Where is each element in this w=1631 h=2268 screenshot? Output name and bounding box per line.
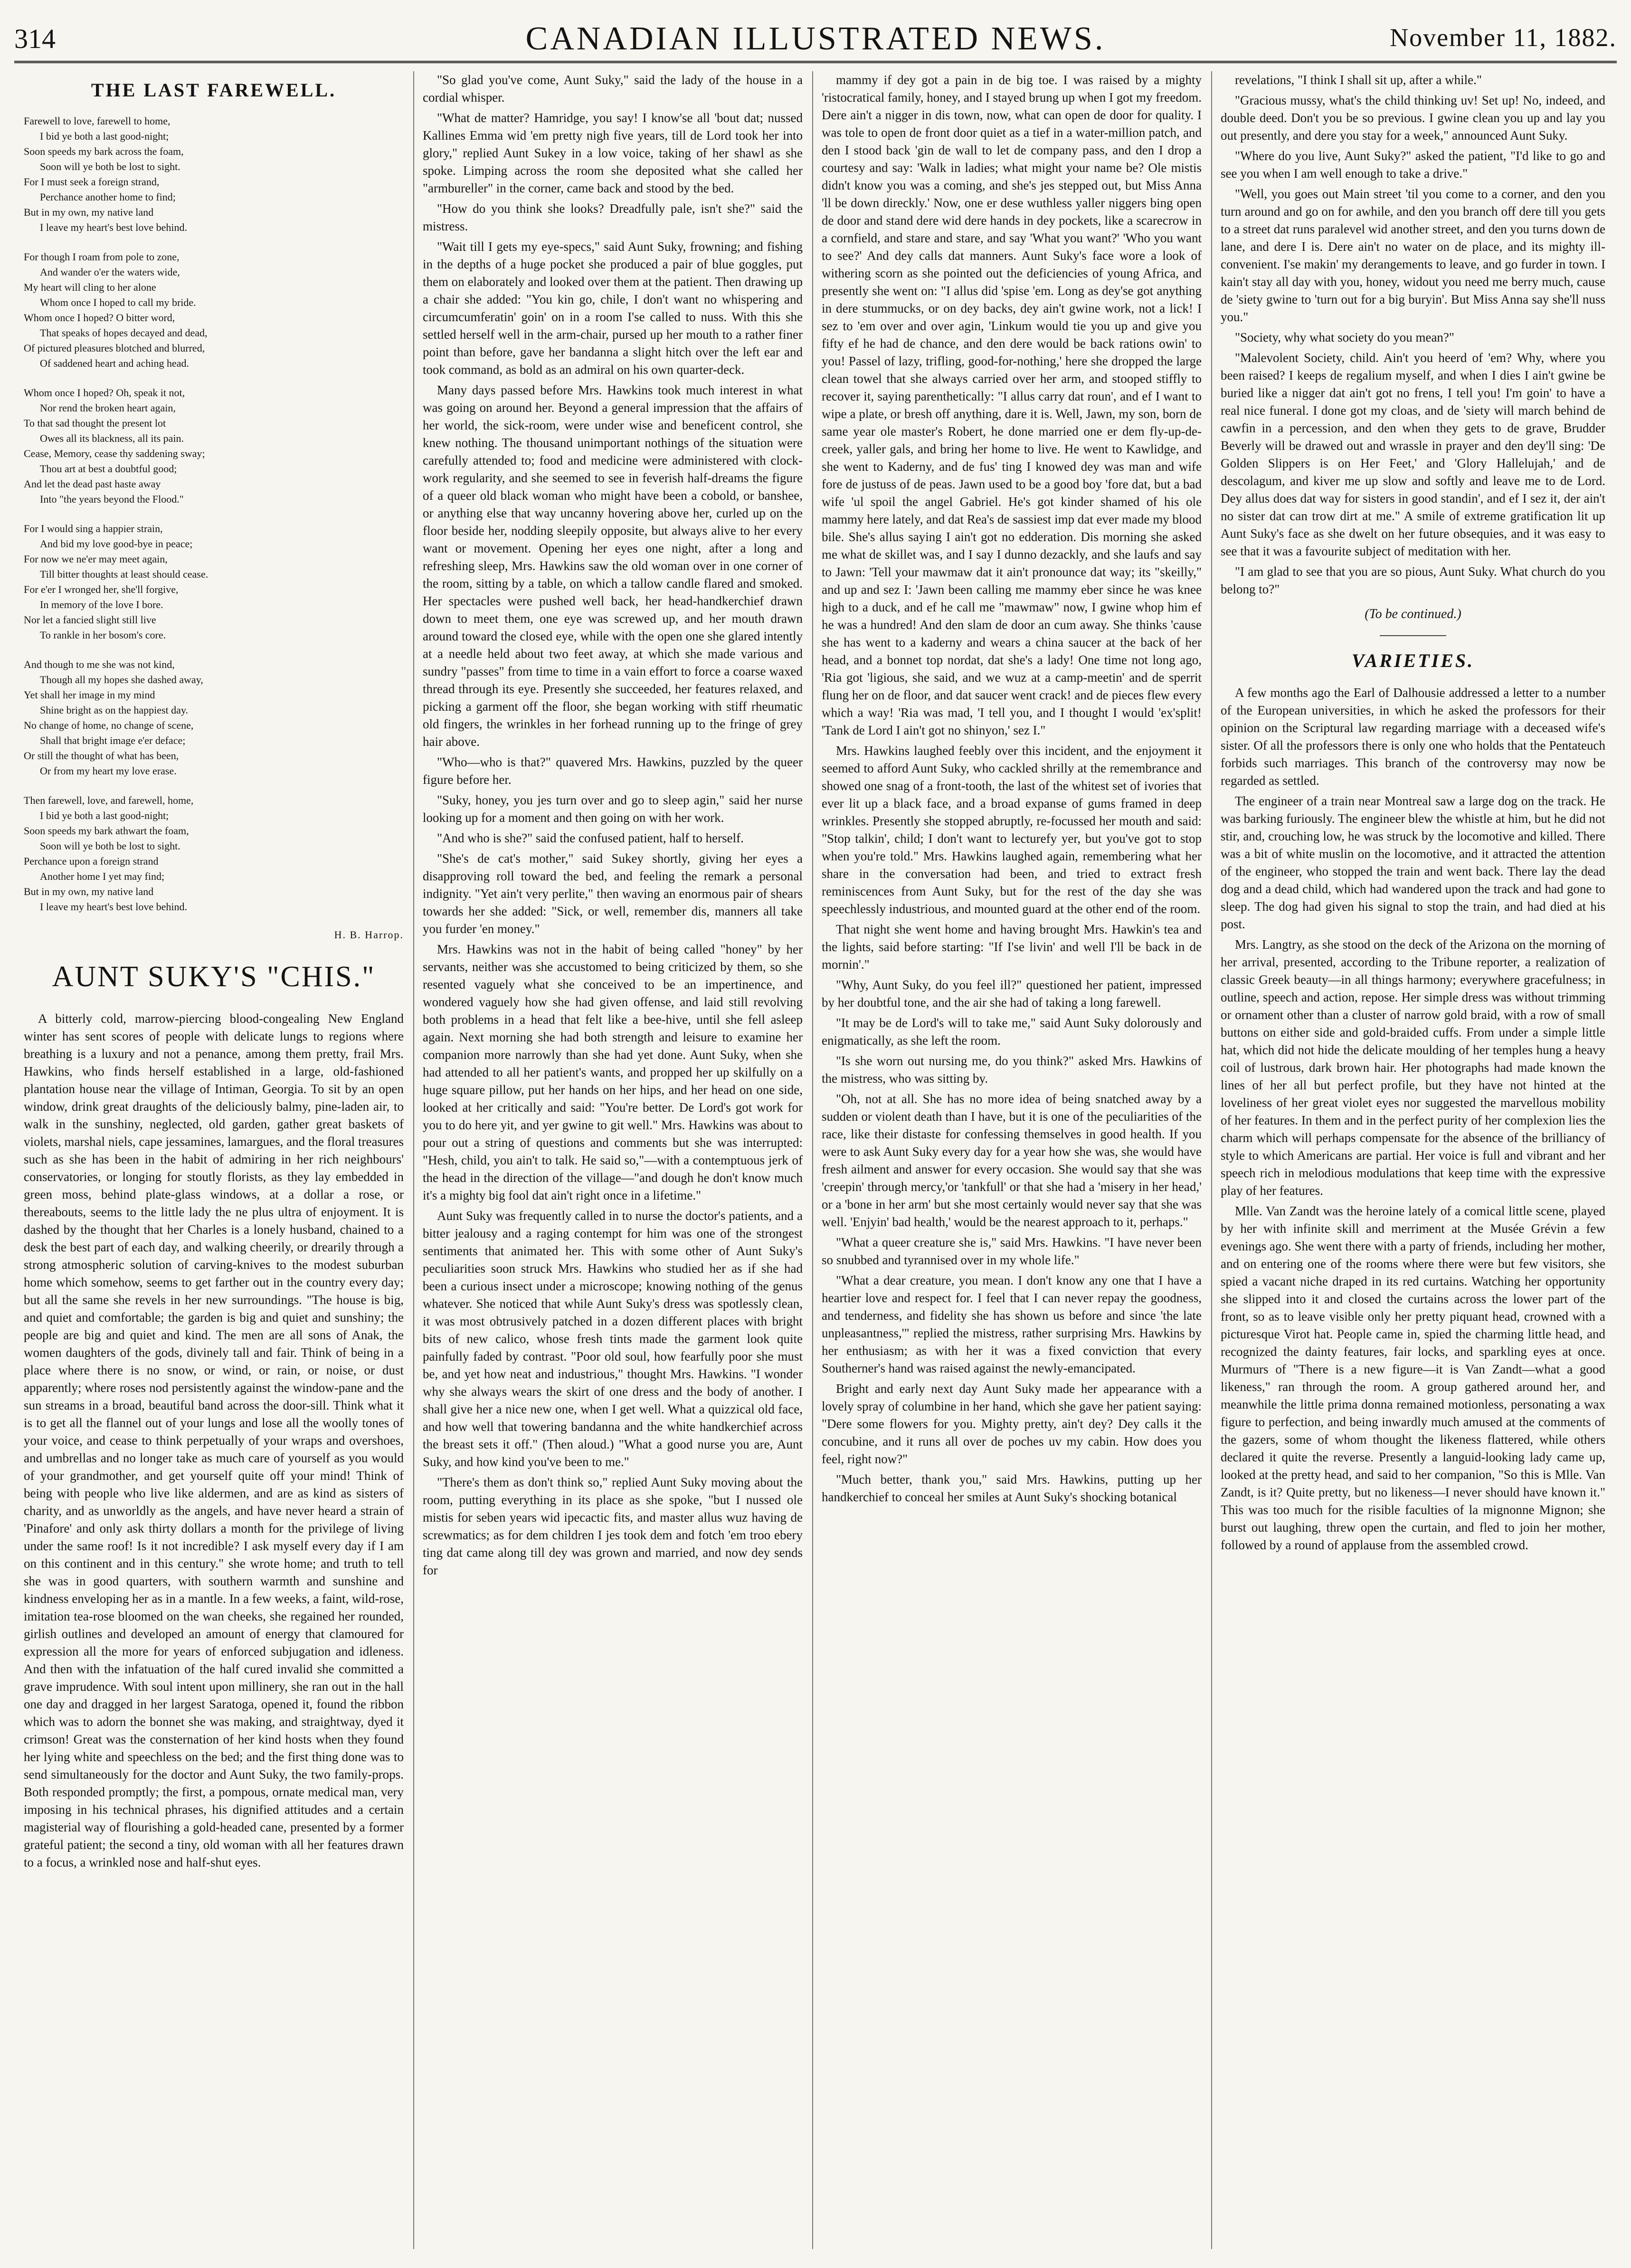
continued-note: (To be continued.) [1365, 607, 1461, 621]
masthead [14, 9, 1617, 61]
poem-line: I bid ye both a last good-night; [40, 130, 169, 142]
story-paragraph: "She's de cat's mother," said Sukey shortly, giving her eyes a disapproving roll toward the bed, and feeling the remark a personal indignity. "Yet ain't very perlite," then waving an enormous pair of shears towards her she added: "Sick, or well, remember dis, manners all take you furder 'en money." [423, 851, 803, 936]
story-paragraph: revelations, "I think I shall sit up, after a while." [1235, 73, 1482, 87]
story-paragraph: "So glad you've come, Aunt Suky," said the lady of the house in a cordial whisper. [423, 73, 803, 105]
column-1 [24, 71, 404, 2249]
poem-line: And though to me she was not kind, [24, 658, 175, 670]
poem-stanza [24, 793, 404, 915]
poem-line: For I would sing a happier strain, [24, 523, 163, 534]
poem-title: THE LAST FAREWELL. [91, 79, 337, 101]
poem-line: Whom once I hoped? O bitter word, [24, 312, 175, 324]
poem-line: No change of home, no change of scene, [24, 719, 194, 731]
column-2 [423, 71, 803, 2249]
poem-line: For now we ne'er may meet again, [24, 553, 168, 565]
story-paragraph: "Who—who is that?" quavered Mrs. Hawkins, puzzled by the queer figure before her. [423, 755, 803, 787]
story-paragraph: "Well, you goes out Main street 'til you come to a corner, and den you turn around and go on for awhile, and den you branch off dere till you gets to a street dat runs paralevel wid another street, and den you turns down de lane, and dere I is. Dere ain't no water on de place, and its mighty ill-convenient. I'se makin' my derangements to leave, and go furder in town. I kain't stay all day with you, honey, widout you need me berry much, cause de 'siety gwine to 'turn out for a big buryin'. But Miss Anna say she'll nuss you." [1221, 187, 1605, 324]
poem-stanza [24, 249, 404, 371]
poem-line: Shine bright as on the happiest day. [40, 704, 189, 716]
story-paragraph: Bright and early next day Aunt Suky made her appearance with a lovely spray of columbine in her hand, which she gave her patient saying: "Dere some flowers for you. Mighty pretty, ain't dey? Dey calls it the concubine, and it runs all over de poches uv my cabin. How does you feel, right now?" [822, 1382, 1202, 1466]
poem-line: Of pictured pleasures blotched and blurred, [24, 342, 205, 354]
column-divider [812, 71, 813, 2249]
poem-line: Though all my hopes she dashed away, [40, 674, 203, 686]
column-divider [413, 71, 414, 2249]
poem-line: Cease, Memory, cease thy saddening sway; [24, 448, 205, 459]
poem-line: Yet shall her image in my mind [24, 689, 155, 701]
poem-line: But in my own, my native land [24, 886, 154, 897]
poem-stanza [24, 385, 404, 507]
story-column-4 [1221, 71, 1605, 598]
poem-line: I bid ye both a last good-night; [40, 810, 169, 821]
story-column-3 [822, 71, 1202, 1506]
poem-line: Whom once I hoped? Oh, speak it not, [24, 387, 185, 399]
poem-line: To that sad thought the present lot [24, 417, 166, 429]
poem-line: I leave my heart's best love behind. [40, 221, 188, 233]
poem-stanza [24, 657, 404, 779]
story-paragraph: "Where do you live, Aunt Suky?" asked the patient, "I'd like to go and see you when I am well enough to take a drive." [1221, 149, 1605, 181]
story-paragraph: "Malevolent Society, child. Ain't you heerd of 'em? Why, where you been raised? I keeps de regalium myself, and when I dies I ain't gwine be buried like a nigger dat ain't got no frens, I tell you! I'm goin' to have a real nice funeral. I done got my cloas, and de 'siety will march behind de cawfin in a percession, and den when they gets to de grave, Brudder Beverly will be drawed out and wrassle in prayer and den dey'll sing: 'De Golden Slippers is on Her Feet,' and 'Glory Hallelujah,' and de descolagum, and kiver me up slow and softly and leave me to de Lord. Dey allus does dat way for sisters in good standin', and ef I sez it, der ain't no sister dat can trow dirt at me." A smile of extreme gratification lit up Aunt Suky's face as she dwelt on her future obsequies, and it was easy to see that it was a favourite subject of meditation with her. [1221, 351, 1605, 558]
poem-line: Nor rend the broken heart again, [40, 402, 176, 414]
story-paragraph: "I am glad to see that you are so pious, Aunt Suky. What church do you belong to?" [1221, 564, 1605, 596]
poem-body [24, 114, 404, 915]
story-paragraph: Aunt Suky was frequently called in to nurse the doctor's patients, and a bitter jealousy and a raging contempt for him was one of the strongest sentiments that animated her. This with some other of Aunt Suky's peculiarities soon struck Mrs. Hawkins who studied her as if she had been a curious insect under a microscope; knowing nothing of the genus whatever. She noticed that while Aunt Suky's dress was spotlessly clean, it was most obtrusively patched in a dozen different places with bright bits of new calico, whose fresh tints made the garment look quite painfully faded by contrast. "Poor old soul, how fearfully poor she must be, and yet how neat and industrious," thought Mrs. Hawkins. "I wonder why she always wears the skirt of one dress and the body of another. I shall give her a nice new one, when I get well. What a quizzical old face, and how well that towering bandanna and the white handkerchief across the breast sets it off." (Then aloud.) "What a good nurse you are, Aunt Suky, and how kind you've been to me." [423, 1209, 803, 1469]
story-paragraph: Mrs. Hawkins laughed feebly over this incident, and the enjoyment it seemed to afford Aunt Suky, who cackled shrilly at the remembrance and showed one snag of a front-tooth, the last of the whitest set of ivories that ever lit up a black face, and a broad expanse of gums framed in deep wrinkles. Presently she stopped abruptly, re-focussed her mouth and said: "Stop talkin', child; I don't want to lecturefy yer, but you've got to stop when you're told." Mrs. Hawkins laughed again, remembering what her share in the conversation had been, and tried to extract fresh reminiscences from Aunt Suky, but for the rest of the day she was speechlessly industrious, and mounted guard at the other end of the room. [822, 743, 1202, 916]
story-paragraph: "What a queer creature she is," said Mrs. Hawkins. "I have never been so snubbed and tyrannised over in my whole life." [822, 1235, 1202, 1267]
poem-line: Soon speeds my bark athwart the foam, [24, 825, 189, 837]
poem-line: Then farewell, love, and farewell, home, [24, 794, 194, 806]
poem-line: That speaks of hopes decayed and dead, [40, 327, 208, 339]
poem-line: Thou art at best a doubtful good; [40, 463, 177, 475]
story-column-2 [423, 71, 803, 1579]
poem-line: Of saddened heart and aching head. [40, 357, 189, 369]
poem-line: Perchance upon a foreign strand [24, 855, 159, 867]
poem-line: Whom once I hoped to call my bride. [40, 296, 196, 308]
story-paragraph: Mrs. Hawkins was not in the habit of being called "honey" by her servants, neither was she accustomed to being criticized by them, so she resented vaguely what she conceived to be an impertinence, and wondered vaguely how she had given offense, and laid still revolving both problems in a head that felt like a bee-hive, until she fell asleep again. Next morning she had both strength and leisure to examine her companion more narrowly than she had yet done. Aunt Suky, when she had attended to all her patient's wants, and propped her up skilfully on a huge square pillow, put her hands on her hips, and her head on one side, looked at her critically and said: "You're better. De Lord's got work for you to do here yit, and yer gwine to git well." Mrs. Hawkins was about to pour out a string of questions and comments but she was interrupted: "Hesh, child, you ain't to talk. He said so,"—with a contemptuous jerk of the head in the direction of the village—"and dough he don't know much it's a mighty big fool dat ain't right once in a lifetime." [423, 942, 803, 1202]
poem-line: Perchance another home to find; [40, 191, 176, 203]
story-paragraph: "Much better, thank you," said Mrs. Hawkins, putting up her handkerchief to conceal her smiles at Aunt Suky's shocking botanical [822, 1472, 1202, 1504]
varieties-title: VARIETIES. [1351, 650, 1475, 671]
poem-line: Another home I yet may find; [40, 870, 165, 882]
story-paragraph: "Society, why what society do you mean?" [1235, 330, 1454, 344]
story-paragraph: "Why, Aunt Suky, do you feel ill?" questioned her patient, impressed by her doubtful tone, and the air she had of taking a long farewell. [822, 978, 1202, 1010]
poem-line: For e'er I wronged her, she'll forgive, [24, 583, 179, 595]
poem-line: I leave my heart's best love behind. [40, 901, 188, 913]
page-number: 314 [14, 23, 56, 54]
story-paragraph: "What de matter? Hamridge, you say! I know'se all 'bout dat; nussed Kallines Emma wid 'em pretty nigh five years, till de Lord took her into glory," replied Aunt Sukey in a low voice, taking of her shawl as she spoke. Limping across the room she deposited what she called her "armbureller" in the corner, came back and stood by the bed. [423, 111, 803, 195]
story-paragraph: "Suky, honey, you jes turn over and go to sleep agin," said her nurse looking up for a moment and then going on with her work. [423, 793, 803, 825]
masthead-rule [14, 61, 1617, 63]
story-paragraph: "How do you think she looks? Dreadfully pale, isn't she?" said the mistress. [423, 201, 803, 233]
story-paragraph: "Is she worn out nursing me, do you think?" asked Mrs. Hawkins of the mistress, who was sitting by. [822, 1054, 1202, 1086]
story-title: AUNT SUKY'S "CHIS." [52, 961, 376, 993]
column-4 [1221, 71, 1605, 2249]
story-paragraph: "Wait till I gets my eye-specs," said Aunt Suky, frowning; and fishing in the depths of a huge pocket she produced a pair of blue goggles, put them on elaborately and looked over them at the patient. Then drawing up a chair she added: "You kin go, chile, I don't want no whispering and circumcumferatin' goin' on in a room I'se called to nuss. With this she settled herself well in the arm-chair, pursed up her mouth to a rather finer point than before, gave her bandanna a slight hitch over the left ear and took command, as bold as an admiral on his own quarter-deck. [423, 239, 803, 377]
poem-line: But in my own, my native land [24, 206, 154, 218]
poem-line: And let the dead past haste away [24, 478, 161, 490]
poem-author: H. B. Harrop. [334, 929, 404, 941]
column-3 [822, 71, 1202, 2249]
story-paragraph: "What a dear creature, you mean. I don't know any one that I have a heartier love and respect for. I feel that I can never repay the goodness, and tenderness, and fidelity she has shown us before and since 'the late unpleasantness,'" replied the mistress, rather surprising Mrs. Hawkins by her enthusiasm; as with her it was a fixed conviction that every Southerner's hand was raised against the newly-emancipated. [822, 1273, 1202, 1375]
varieties-paragraph: A few months ago the Earl of Dalhousie addressed a letter to a number of the European universities, in which he asked the professors for their opinion on the Scriptural law regarding marriage with a deceased wife's sister. Of all the professors there is only one who holds that the Pentateuch forbids such marriages. This branch of the controversy may now be regarded as settled. [1221, 686, 1605, 788]
story-paragraph: "And who is she?" said the confused patient, half to herself. [437, 831, 744, 845]
poem-line: Owes all its blackness, all its pain. [40, 432, 184, 444]
varieties-body [1221, 684, 1605, 1554]
poem-line: Shall that bright image e'er deface; [40, 734, 186, 746]
story-paragraph: "Gracious mussy, what's the child thinking uv! Set up! No, indeed, and double deed. Don't you be so previous. I gwine clean you up and lay you out presently, and dere you stay for a week," announced Aunt Suky. [1221, 93, 1605, 143]
story-paragraph: A bitterly cold, marrow-piercing blood-congealing New England winter has sent scores of people with delicate lungs to regions where breathing is a luxury and not a penance, among them pretty, frail Mrs. Hawkins, who finds herself established in a large, old-fashioned plantation house near the village of Intiman, Georgia. To sit by an open window, drink great draughts of the deliciously balmy, pine-laden air, to walk in the sunshiny, neglected, old garden, gather great baskets of violets, marshal niels, cape jessamines, lamargues, and the floral treasures such as she has been in the habit of admiring in her rich neighbours' conservatories, or longing for stoutly florists, as they lay embedded in green moss, behind plate-glass windows, at a dollar a rose, or thereabouts, seems to the little lady the ne plus ultra of enjoyment. It is dashed by the thought that her Charles is a lonely husband, chained to a desk the best part of each day, and walking cheerily, or drearily through a strong atmospheric solution of carving-knives to the modest suburban home which somehow, seems to get farther out in the country every day; but all the same she revels in her new surroundings. "The house is big, and quiet and comfortable; the garden is big and quiet and sunshiny; the people are big and quiet and kind. The men are all sons of Anak, the women daughters of the gods, divinely tall and fair. Think of being in a place where there is no snow, or wind, or rain, or noise, or dust apparently; where roses nod persistently against the window-pane and the sun streams in a broad, beautiful band across the door-sill. Think what it is to get all the flannel out of your lungs and lose all the woolly tones of your voice, and cease to think perpetually of your wraps and overshoes, and umbrellas and no longer take as much care of yourself as you would of your grandmother, and get yourself quite off your mind! Think of being with people who live like aldermen, and are as kind as sisters of charity, and as unworldly as the angels, and have never heard a strain of 'Pinafore' and only ask thirty dollars a month for the privilege of living under the same roof! Is it not incredible? I ask myself every day if I am on this continent and in this century." she wrote home; and truth to tell she was in good quarters, with southern warmth and sunshine and kindness enveloping her as in a mantle. In a few weeks, a faint, wild-rose, imitation tea-rose bloomed on the wan cheeks, she regained her rounded, girlish outlines and developed an amount of energy that clamoured for expression all the more for years of enforced subjugation and idleness. And then with the infatuation of the half cured invalid she committed a grave imprudence. With soul intent upon millinery, she ran out in the hall one day and dragged in her largest Saratoga, opened it, found the ribbon which was to adorn the bonnet she was making, and straightway, dyed it crimson! Great was the consternation of her kind hosts when they found her lying white and speechless on the bed; and the first thing done was to send simultaneously for the doctor and Aunt Suky, the two family-props. Both responded promptly; the first, a pompous, ornate medical man, very imposing in his technical phrases, his dignified attitudes and a certain magisterial way of flourishing a gold-headed cane, presented by a former grateful patient; the second a tiny, old woman with all her features drawn to a focus, a wrinkled nose and half-shut eyes. [24, 1011, 404, 1869]
poem-line: Into "the years beyond the Flood." [40, 493, 184, 505]
poem-line: To rankle in her bosom's core. [40, 629, 166, 641]
issue-date: November 11, 1882. [1390, 23, 1617, 52]
poem-line: Till bitter thoughts at least should cease. [40, 568, 209, 580]
poem-stanza [24, 521, 404, 643]
poem-line: And bid my love good-bye in peace; [40, 538, 193, 550]
story-paragraph: "It may be de Lord's will to take me," said Aunt Suky dolorously and enigmatically, as she left the room. [822, 1016, 1202, 1048]
poem-line: Soon will ye both be lost to sight. [40, 161, 180, 172]
poem-line: Farewell to love, farewell to home, [24, 115, 171, 127]
poem-line: Soon will ye both be lost to sight. [40, 840, 180, 852]
poem-line: My heart will cling to her alone [24, 281, 156, 293]
poem-line: Nor let a fancied slight still live [24, 614, 156, 626]
story-paragraph: That night she went home and having brought Mrs. Hawkin's tea and the lights, said before starting: "If I'se livin' and well I'll be back in de mornin'." [822, 922, 1202, 972]
story-paragraph: "Oh, not at all. She has no more idea of being snatched away by a sudden or violent death than I have, but it is one of the peculiarities of the race, like their distaste for confessing themselves in good health. If you were to ask Aunt Suky every day for a year how she was, she would have fresh ailment and answer for every occasion. She would say that she was 'creepin' through mercy,'or 'tankfull' or that she had a 'misery in her head,' or a 'bone in her arm' but she most certainly would never say that she was well. 'Enjyin' bad health,' would be the nearest approach to it, perhaps." [822, 1092, 1202, 1229]
poem-line: For I must seek a foreign strand, [24, 176, 160, 188]
story-paragraph: mammy if dey got a pain in de big toe. I was raised by a mighty 'ristocratical family, honey, and I stayed brung up when I got my freedom. Dere ain't a nigger in dis town, now, what can open de door for quality. I was tole to open de front door quiet as a tief in a water-million patch, and den I stood back 'gin de wall to let de company pass, and den I drop a courtesy and say: 'Walk in ladies; what might your name be? Ole mistis didn't know you was a coming, and she's jes stepped out, but Miss Anna 'll be down direckly.' Now, one er dese wuthless yaller niggers bing open de door and stand dere wid dere hands in dey pockets, like a scarecrow in a cornfield, and stare and stare, and say 'What you want?' 'Who you want to see?' And dey calls dat manners. Aunt Suky's face wore a look of withering scorn as she pointed out the deficiencies of young Africa, and presently she went on: "I allus did 'spise 'em. Long as dey'se got anything in dere stummucks, or on dey backs, dey ain't gwine work, not a lick! I sez to 'em over and over agin, 'Linkum would tie you up and give you fifty ef he had de chance, and den dere would be back rations owin' to you! Passel of lazy, trifling, good-for-nothing,' here she dropped the large clean towel that she always carried over her arm, and stooped stiffly to recover it, saying parenthetically: "I allus carry dat roun', and ef I want to wipe a plate, or bresh off anything, dare it is. Well, Jawn, my son, born de same year ole master's Robert, he done married one er dem fly-up-de-creek, yaller gals, and bring her home to live. He went to Kawlidge, and she went to Kaderny, and de fus' ting I knowed dey was man and wife fore de justuss of de peas. Jawn used to be a good boy 'fore dat, but a bad wife 'ul spoil the angel Gabriel. He's got kinder shamed of his ole mammy here lately, and dat Rea's de sassiest imp dat ever made my blood bile. She's allus saying I ain't got no edderation. Dis morning she asked me what de skillet was, and I say I dunno dezackly, and she laufs and say to Jawn: 'Tell your mawmaw dat it ain't pronounce dat way; its "skeilly," and up and sez I: 'Jawn been calling me mammy eber since he was knee high to a duck, and ef he call me "mawmaw" now, I gwine whop him ef he was a hundred! And den slam de door an cum away. She thinks 'cause she has went to a kaderny and wears a china saucer at the back of her head, and a bonnet top nordat, dat she's a lady! One time not long ago, 'Ria got 'ligious, she said, and we wuz at a camp-meetin' and de sperrit flung her on de floor, and dat saucer went crack! and de pieces flew every which a way! 'Ria was mad, 'I tell you, and I thought I would 'ex'split! 'Tank de Lord I ain't got no shinyon,' sez I." [822, 73, 1202, 737]
story-column-1 [24, 1010, 404, 1871]
newspaper-title: CANADIAN ILLUSTRATED NEWS. [525, 20, 1106, 57]
poem-line: And wander o'er the waters wide, [40, 266, 180, 278]
section-separator [1380, 635, 1446, 636]
story-paragraph: "There's them as don't think so," replied Aunt Suky moving about the room, putting everything in its place as she spoke, "but I nussed ole mistis for seben years wid ipecactic fits, and master allus wuz having de screwmatics; as for dem children I jes took dem and fotch 'em troo ebery ting dat came along till dey was grown and married, and now dey sends for [423, 1475, 803, 1577]
poem-line: Soon speeds my bark across the foam, [24, 145, 184, 157]
varieties-paragraph: The engineer of a train near Montreal saw a large dog on the track. He was barking furiously. The engineer blew the whistle at him, but he did not stir, and, crouching low, he was struck by the locomotive and killed. There was a bit of white muslin on the locomotive, and it attracted the attention of the engineer, who stopped the train and went back. There lay the dead dog and a dead child, which had wandered upon the track and had gone to sleep. The dog had given his signal to stop the train, and had died at his post. [1221, 794, 1605, 931]
poem-line: Or from my heart my love erase. [40, 765, 177, 777]
story-paragraph: Many days passed before Mrs. Hawkins took much interest in what was going on around her. Beyond a general impression that the affairs of her world, the sick-room, were under wise and beneficent control, she knew nothing. The thousand unimportant nothings of the situation were carefully attended to; food and medicine were administered with clock-work regularity, and she seemed to see in feverish half-dreams the figure of a queer old black woman who might have been a cobold, or banshee, or anything else that way uncanny hovering above her, curled up on the floor beside her, nodding sleepily opposite, but always alive to her every want or movement. Opening her eyes one night, after a long and refreshing sleep, Mrs. Hawkins saw the old woman over in one corner of the room, sitting by a table, on which a tallow candle flared and smoked. Her spectacles were pushed well back, her head-handkerchief drawn down to meet them, one eye was screwed up, and her mouth drawn around toward the closed eye, while with the open one she glared intently at a needle held about two feet away, at which she made various and sundry "passes" from time to time in a vain effort to force a coarse waxed thread through its eye. Presently she succeeded, her features relaxed, and picking a garment off the floor, she began working with stiff rheumatic old fingers, the wrinkles in her forhead running up to the fringe of grey hair above. [423, 383, 803, 749]
poem-line: For though I roam from pole to zone, [24, 251, 180, 263]
poem-stanza [24, 114, 404, 235]
column-divider [1211, 71, 1212, 2249]
poem-line: Or still the thought of what has been, [24, 750, 179, 762]
varieties-paragraph: Mlle. Van Zandt was the heroine lately of a comical little scene, played by her with infinite skill and merriment at the Musée Grévin a few evenings ago. She went there with a party of friends, including her mother, and on entering one of the rooms where there were but few visitors, she spied a vacant niche draped in its red curtains. Watching her opportunity she slipped into it and closed the curtains across the lower part of the front, so as to leave visible only her pretty piquant head, crowned with a picturesque Virot hat. People came in, spied the charming little head, and recognized the dainty features, fair locks, and sparkling eyes at once. Murmurs of "There is a new figure—it is Van Zandt—what a good likeness," ran through the room. A group gathered around her, and meanwhile the little prima donna remained motionless, personating a wax figure to perfection, and being inwardly much amused at the comments of the gazers, some of whom thought the likeness flattered, while others declared it quite the reverse. Presently a languid-looking lady came up, looked at the pretty head, and said to her companion, "So this is Mlle. Van Zandt, is it? Quite pretty, but no likeness—I never should have known it." This was too much for the risible faculties of la mignonne Mignon; she burst out laughing, threw open the curtain, and fled to join her mother, followed by a round of applause from the assembled crowd. [1221, 1204, 1605, 1552]
poem-line: In memory of the love I bore. [40, 599, 163, 610]
varieties-paragraph: Mrs. Langtry, as she stood on the deck of the Arizona on the morning of her arrival, presented, according to the Tribune reporter, a realization of classic Greek beauty—in all things harmony; everywhere gracefulness; in outline, speech and action, repose. Her simple dress was without trimming or ornament other than a cluster of narrow gold braid, with a row of small buttons on either side and gold-braided cuffs. From under a simple little hat, which did not hide the delicate moulding of her temples hung a heavy coil of lustrous, dark brown hair. Her photographs had made known the lines of her all but perfect profile, but they have not hinted at the loveliness of her great violet eyes nor suggested the marvellous mobility of her features. In them and in the perfect purity of her complexion lies the charm which will perhaps compensate for the absence of the brilliancy of style to which Americans are partial. Her voice is full and vibrant and her speech rich in melodious modulations that keep time with the expressive play of her features. [1221, 937, 1605, 1198]
